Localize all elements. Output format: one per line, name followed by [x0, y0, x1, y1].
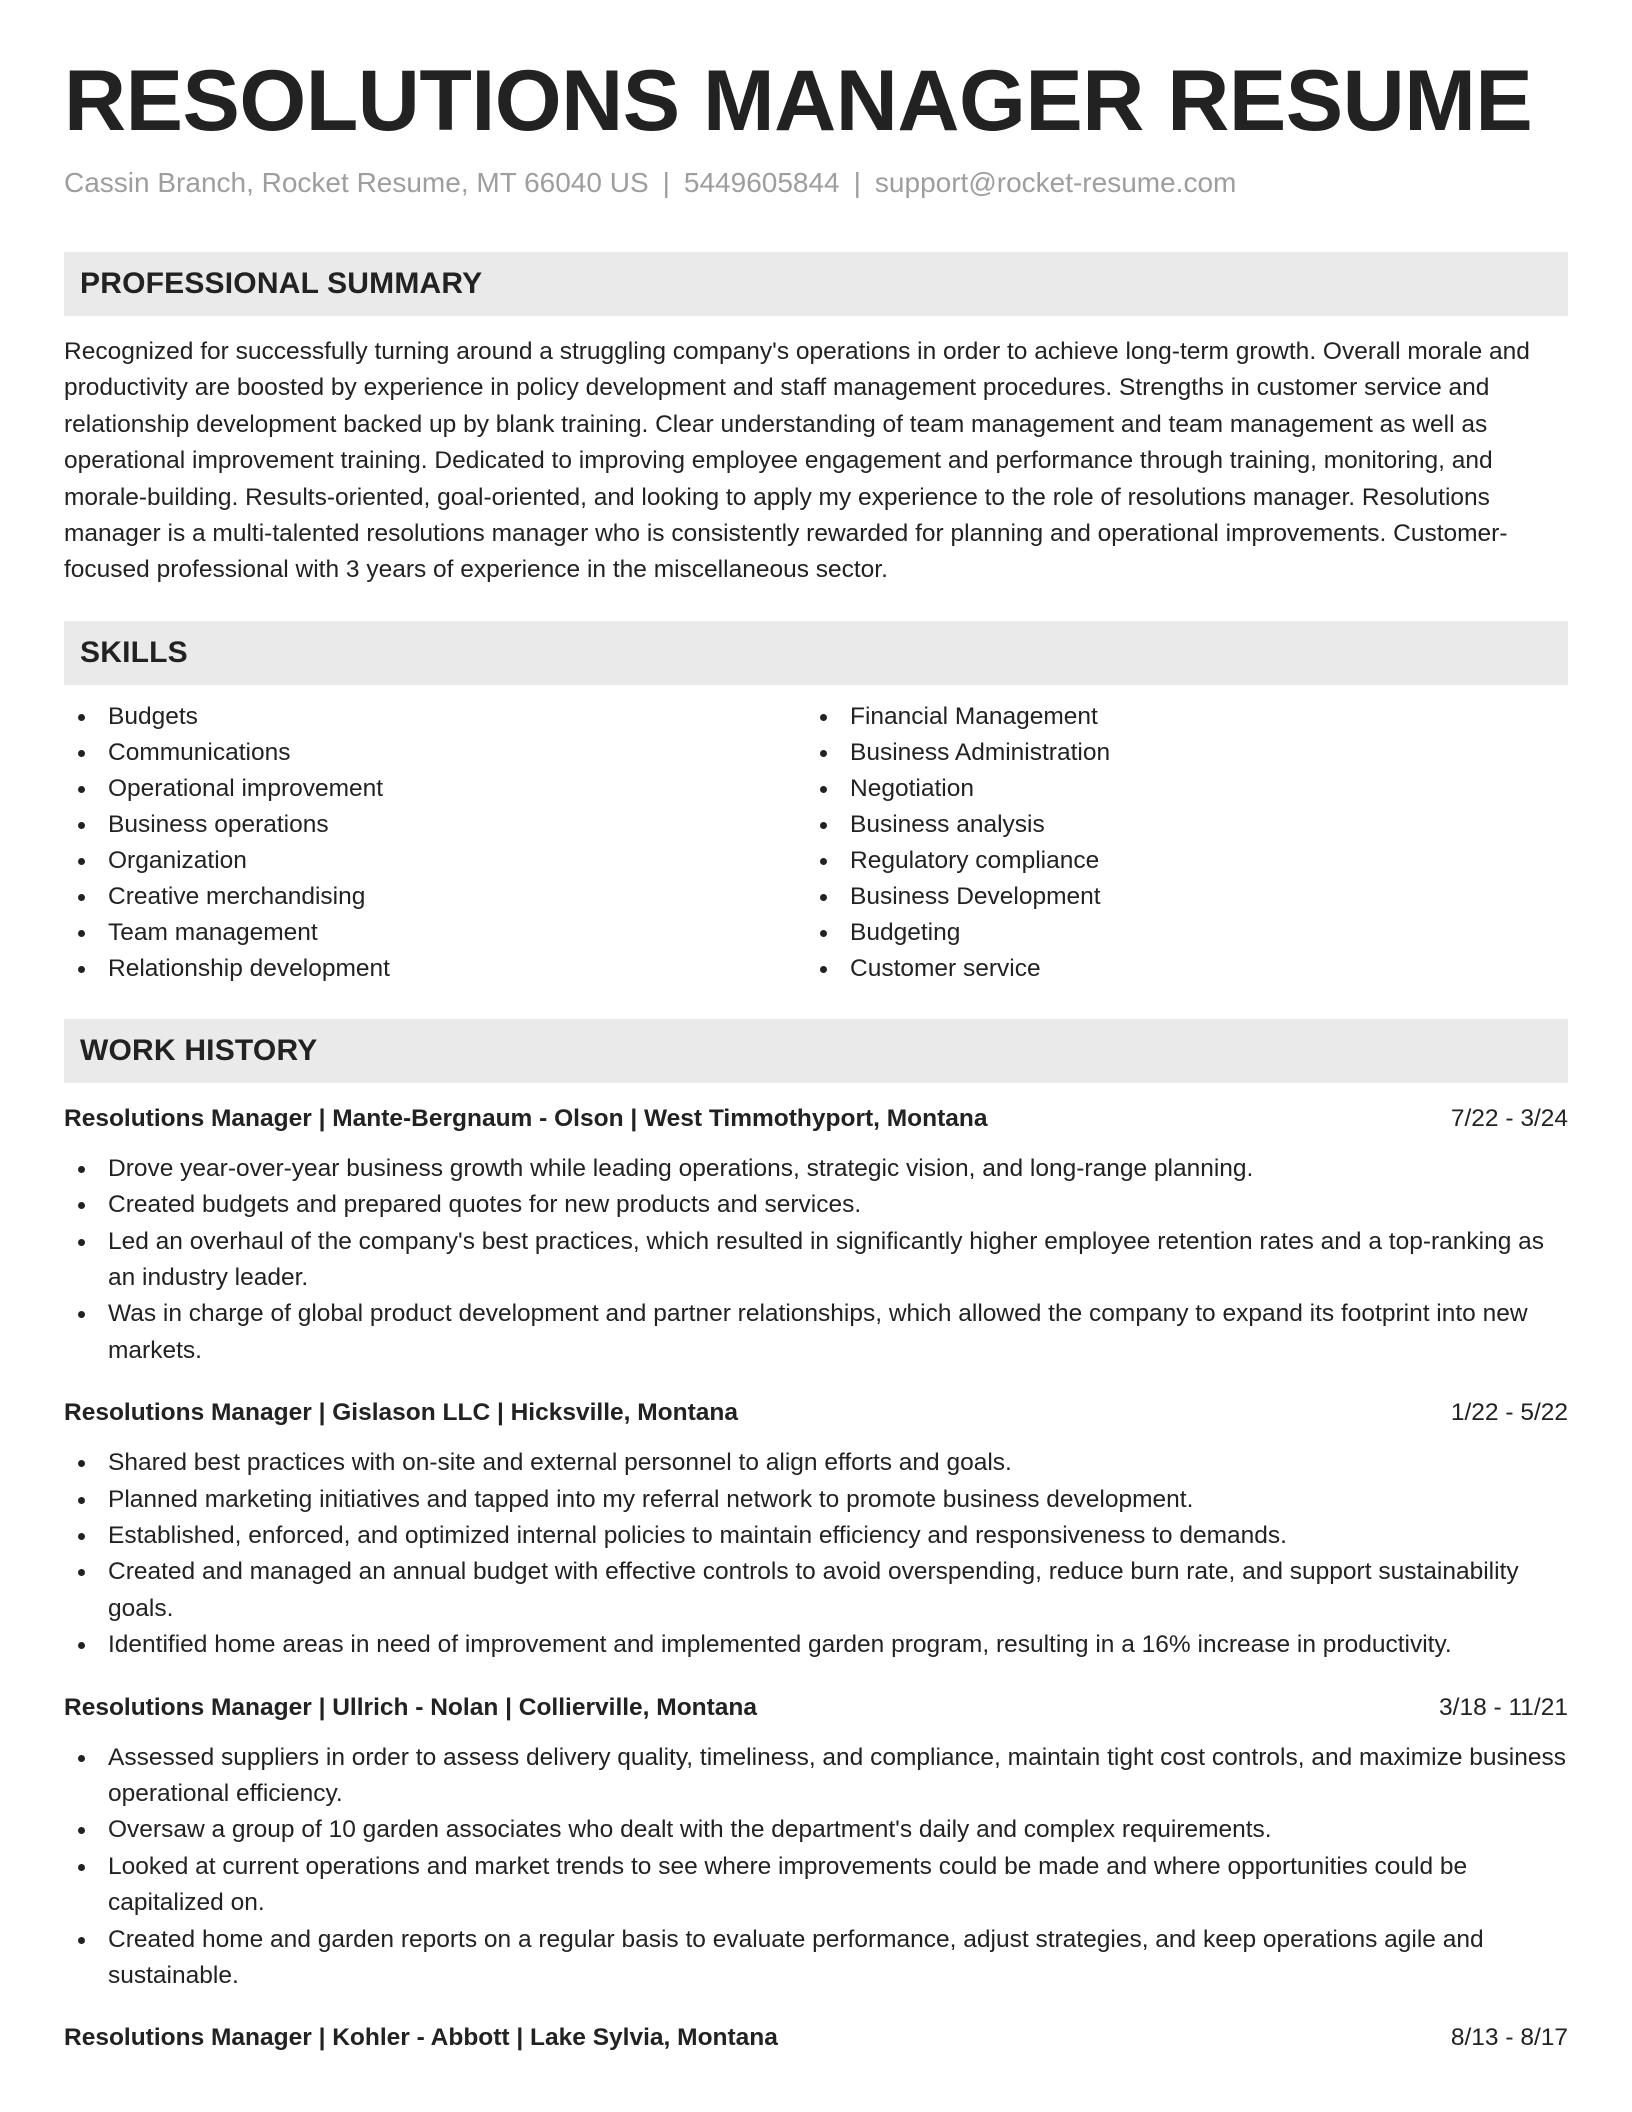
job-title: Resolutions Manager | Mante-Bergnaum - Olson | West Timmothyport, Montana — [64, 1104, 988, 1132]
job-bullet: Drove year-over-year business growth while leading operations, strategic vision, and long-range planning. — [64, 1151, 1568, 1187]
section-header-work-history: WORK HISTORY — [64, 1019, 1568, 1083]
skill-item: Business Development — [806, 879, 1548, 915]
section-header-summary: PROFESSIONAL SUMMARY — [64, 252, 1568, 316]
contact-email: support@rocket-resume.com — [874, 167, 1237, 199]
job-title: Resolutions Manager | Ullrich - Nolan | Collierville, Montana — [64, 1693, 758, 1721]
job-bullet: Identified home areas in need of improvement and implemented garden program, resulting in a 16% increase in productivity. — [64, 1627, 1568, 1663]
job-header — [64, 2020, 1568, 2056]
job-bullet: Looked at current operations and market trends to see where improvements could be made and where opportunities could be capitalized on. — [64, 1849, 1568, 1922]
job-bullet: Created home and garden reports on a regular basis to evaluate performance, adjust strategies, and keep operations agile and sustainable. — [64, 1922, 1568, 1995]
skills-column-right — [806, 699, 1548, 987]
job-bullet: Oversaw a group of 10 garden associates who dealt with the department's daily and complex requirements. — [64, 1812, 1568, 1848]
job-bullets — [64, 1740, 1568, 1995]
summary-text: Recognized for successfully turning around a struggling company's operations in order to achieve long-term growth. Overall morale and productivity are boosted by experience in policy development and staff management procedures. Strengths in customer service and relationship development backed up by blank training. Clear understanding of team management and team management as well as operational improvement training. Dedicated to improving employee engagement and performance through training, monitoring, and morale-building. Results-oriented, goal-oriented, and looking to apply my experience to the role of resolutions manager. Resolutions manager is a multi-talented resolutions manager who is consistently rewarded for planning and operational improvements. Customer-focused professional with 3 years of experience in the miscellaneous sector. — [64, 337, 1530, 584]
contact-separator: | — [853, 167, 861, 199]
job-bullet: Established, enforced, and optimized internal policies to maintain efficiency and responsiveness to demands. — [64, 1518, 1568, 1554]
skill-item: Operational improvement — [64, 771, 806, 807]
job-bullet: Led an overhaul of the company's best practices, which resulted in significantly higher employee retention rates and a top-ranking as an industry leader. — [64, 1224, 1568, 1297]
skill-item: Creative merchandising — [64, 879, 806, 915]
contact-phone: 5449605844 — [683, 167, 840, 199]
section-header-skills: SKILLS — [64, 621, 1568, 685]
skill-item: Budgets — [64, 699, 806, 735]
skill-item: Regulatory compliance — [806, 843, 1548, 879]
job-entry — [64, 1101, 1568, 1369]
skill-item: Business analysis — [806, 807, 1548, 843]
contact-separator: | — [662, 167, 670, 199]
job-title: Resolutions Manager | Gislason LLC | Hicksville, Montana — [64, 1399, 738, 1427]
skill-item: Organization — [64, 843, 806, 879]
job-entry — [64, 1690, 1568, 1995]
job-dates: 1/22 - 5/22 — [1450, 1399, 1568, 1427]
job-bullet: Planned marketing initiatives and tapped into my referral network to promote business development. — [64, 1482, 1568, 1518]
contact-line — [64, 166, 1568, 200]
job-header — [64, 1395, 1568, 1431]
skills-list — [64, 699, 1568, 987]
job-entry — [64, 2020, 1568, 2056]
job-dates: 7/22 - 3/24 — [1450, 1104, 1568, 1132]
job-header — [64, 1101, 1568, 1137]
job-dates: 3/18 - 11/21 — [1439, 1693, 1568, 1721]
contact-address: Cassin Branch, Rocket Resume, MT 66040 US — [64, 167, 649, 199]
skill-item: Negotiation — [806, 771, 1548, 807]
resume-title: RESOLUTIONS MANAGER RESUME — [64, 53, 1533, 149]
skill-item: Financial Management — [806, 699, 1548, 735]
job-bullet: Shared best practices with on-site and external personnel to align efforts and goals. — [64, 1445, 1568, 1481]
job-bullets — [64, 1151, 1568, 1369]
job-entry — [64, 1395, 1568, 1663]
job-header — [64, 1690, 1568, 1726]
job-bullets — [64, 1445, 1568, 1663]
job-title: Resolutions Manager | Kohler - Abbott | Lake Sylvia, Montana — [64, 2024, 778, 2052]
job-bullet: Assessed suppliers in order to assess delivery quality, timeliness, and compliance, maintain tight cost controls, and maximize business operational efficiency. — [64, 1740, 1568, 1813]
job-bullet: Created and managed an annual budget with effective controls to avoid overspending, reduce burn rate, and support sustainability goals. — [64, 1554, 1568, 1627]
skills-column-left — [64, 699, 806, 987]
skill-item: Team management — [64, 915, 806, 951]
skill-item: Budgeting — [806, 915, 1548, 951]
job-bullet: Created budgets and prepared quotes for new products and services. — [64, 1187, 1568, 1223]
skill-item: Communications — [64, 735, 806, 771]
job-dates: 8/13 - 8/17 — [1450, 2024, 1568, 2052]
skill-item: Relationship development — [64, 951, 806, 987]
skill-item: Business operations — [64, 807, 806, 843]
skill-item: Customer service — [806, 951, 1548, 987]
job-bullet: Was in charge of global product development and partner relationships, which allowed the company to expand its footprint into new markets. — [64, 1296, 1568, 1369]
skill-item: Business Administration — [806, 735, 1548, 771]
